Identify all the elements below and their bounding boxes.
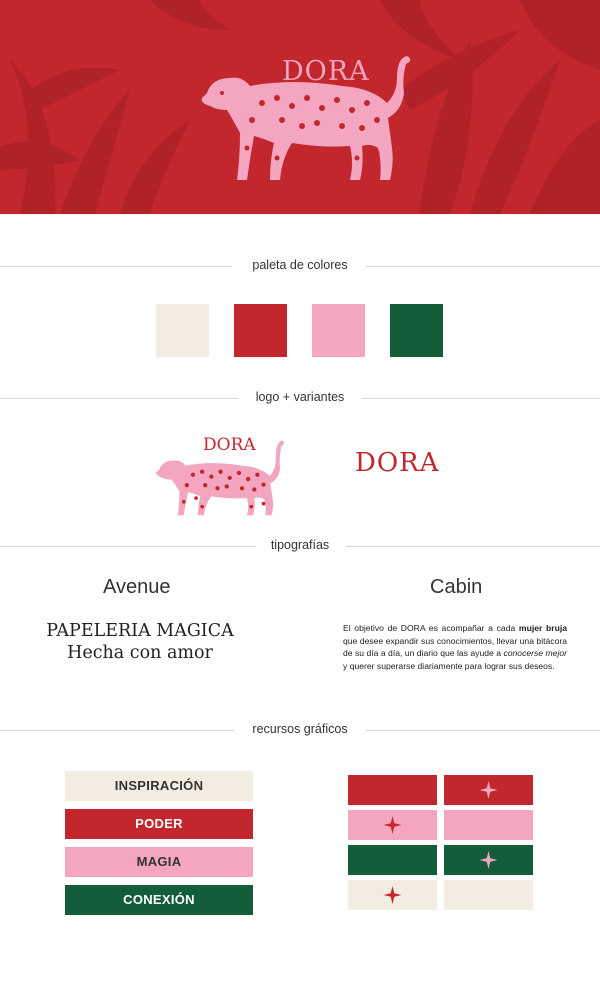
swatch-green xyxy=(390,304,443,357)
tile-2 xyxy=(444,775,533,805)
swatch-red xyxy=(234,304,287,357)
section-divider-typography xyxy=(0,536,600,556)
section-divider-palette xyxy=(0,256,600,276)
font-name-avenue: Avenue xyxy=(103,576,171,598)
cabin-sample-paragraph xyxy=(343,622,567,672)
cabin-text-part3: y querer superarse diariamente para lograr sus deseos. xyxy=(343,660,555,671)
section-title-palette: paleta de colores xyxy=(240,258,359,272)
cabin-text-part1: El objetivo de DORA es acompañar a cada xyxy=(343,623,519,633)
tile-8 xyxy=(444,880,533,910)
moon-icon xyxy=(444,810,533,840)
tile-1 xyxy=(348,775,437,805)
section-title-typography: tipografías xyxy=(259,538,341,552)
avenue-sample-line2: Hecha con amor xyxy=(67,643,213,663)
tile-5 xyxy=(348,845,437,875)
section-title-resources: recursos gráficos xyxy=(240,722,359,736)
moon-icon xyxy=(348,845,437,875)
sparkle-icon xyxy=(444,775,533,805)
cabin-text-part2: que desee expandir sus conocimientos, llevar una bitácora de su día a día, un diario que las ayude a xyxy=(343,635,567,658)
font-name-cabin: Cabin xyxy=(430,576,483,598)
cabin-text-bold: mujer bruja xyxy=(518,623,567,633)
sparkle-icon xyxy=(348,810,437,840)
hero-banner xyxy=(0,0,600,214)
logo-with-leopard xyxy=(150,432,285,525)
swatch-cream xyxy=(156,304,209,357)
section-divider-logo xyxy=(0,388,600,408)
tile-4 xyxy=(444,810,533,840)
logo-wordmark: DORA xyxy=(355,448,440,478)
avenue-sample-line1: PAPELERIA MAGICA xyxy=(46,621,234,641)
tile-3 xyxy=(348,810,437,840)
resource-bar-magia: MAGIA xyxy=(65,847,253,877)
hero-brand-name: DORA xyxy=(282,56,370,87)
resource-bar-conexion: CONEXIÓN xyxy=(65,885,253,915)
logo-small-brand-name: DORA xyxy=(203,435,256,455)
cabin-text-italic: conocerse mejor xyxy=(503,648,567,658)
resource-bar-poder: PODER xyxy=(65,809,253,839)
tile-7 xyxy=(348,880,437,910)
resource-bar-inspiracion: INSPIRACIÓN xyxy=(65,771,253,801)
section-title-logo: logo + variantes xyxy=(244,390,357,404)
avenue-sample-text xyxy=(30,620,250,664)
tile-6 xyxy=(444,845,533,875)
moon-icon xyxy=(444,880,533,910)
moon-icon xyxy=(348,775,437,805)
sparkle-icon xyxy=(348,880,437,910)
sparkle-icon xyxy=(444,845,533,875)
section-divider-resources xyxy=(0,720,600,740)
swatch-pink xyxy=(312,304,365,357)
